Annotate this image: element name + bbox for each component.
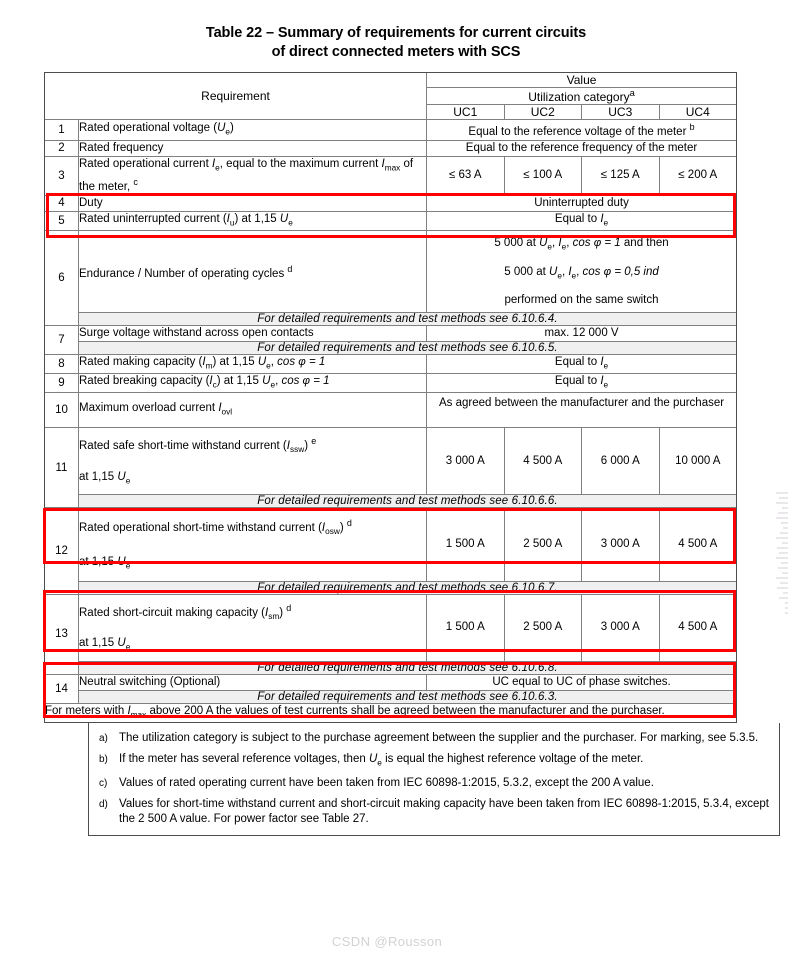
table-row — [45, 140, 737, 156]
table-row — [45, 354, 737, 373]
row-requirement: Rated short-circuit making capacity $(I_{sm})$ $^d$ at 1,15 $U_e$ — [79, 595, 427, 661]
footnote-a — [99, 731, 769, 746]
footnotes-block — [88, 723, 780, 836]
row-value-uc1: 3 000 A — [427, 428, 505, 494]
row-requirement: Neutral switching (Optional) — [79, 674, 427, 690]
row-value: UC equal to UC of phase switches. — [427, 674, 737, 690]
row-requirement-footnote-mark: d — [287, 263, 293, 274]
header-utilization-category-label: Utilization category — [528, 90, 630, 104]
row-value-uc3: 6 000 A — [582, 428, 660, 494]
row-requirement: Rated operational voltage $(U_e)$ — [79, 120, 427, 141]
row-value-uc2: 2 500 A — [504, 595, 582, 661]
row-requirement: Surge voltage withstand across open contacts — [79, 325, 427, 341]
note-text: For detailed requirements and test methods see 6.10.6.7. — [79, 582, 737, 595]
row-value-uc1: ≤ 63 A — [427, 156, 505, 195]
table-row — [45, 195, 737, 211]
row-requirement: Rated operational short-time withstand current $(I_{osw})$ $^d$ at 1,15 $U_e$ — [79, 507, 427, 581]
row-value-clip — [427, 393, 736, 427]
row-number: 1 — [45, 120, 79, 141]
row-number: 10 — [45, 393, 79, 428]
footnote-d-text: Values for short-time withstand current and short-circuit making capacity have been taken from IEC 60898-1:2015, 5.3.4, except the 2 500 A value. For power factor see Table 27. — [119, 798, 769, 826]
row-number: 2 — [45, 140, 79, 156]
row-requirement: Rated safe short-time withstand current $(I_{ssw})$ $^e$ at 1,15 $U_e$ — [79, 428, 427, 494]
row-value-uc1: 1 500 A — [427, 507, 505, 581]
header-utilization-category — [427, 88, 737, 105]
watermark: CSDN @Rousson — [331, 934, 443, 949]
header-value: Value — [427, 73, 737, 88]
footnote-b-mark: b) — [99, 754, 108, 765]
row-value-footnote-mark: b — [689, 122, 695, 132]
row-number: 12 — [45, 507, 79, 594]
requirements-table — [44, 72, 737, 723]
row-number: 7 — [45, 325, 79, 354]
table-header-row-value — [45, 73, 737, 88]
row-value — [427, 393, 737, 428]
table-row — [45, 428, 737, 494]
footnote-a-mark: a) — [99, 733, 108, 744]
row-requirement: Rated making capacity $(I_m)$ at 1,15 $U_e$, cos φ = 1 — [79, 354, 427, 373]
row-value: 5 000 at $U_e$, $I_e$, cos φ = 1 and then 5 000 at $U_e$, $I_e$, cos φ = 0,5 ind performed on the same switch — [427, 231, 737, 313]
row-value-uc4: 10 000 A — [659, 428, 737, 494]
row-requirement: Duty — [79, 195, 427, 211]
row-value-text: Equal to the reference voltage of the meter — [468, 125, 687, 138]
row-number: 13 — [45, 595, 79, 674]
row-number: 5 — [45, 211, 79, 230]
row-requirement: Rated breaking capacity $(I_c)$ at 1,15 $U_e$, cos φ = 1 — [79, 374, 427, 393]
footnote-d — [99, 797, 769, 827]
row-value: Uninterrupted duty — [427, 195, 737, 211]
footnote-d-mark: d) — [99, 799, 108, 811]
row-value: Equal to $I_e$ — [427, 211, 737, 230]
table-row — [45, 674, 737, 690]
row-number: 4 — [45, 195, 79, 211]
row-value-uc3: 3 000 A — [582, 507, 660, 581]
row-value: Equal to the reference frequency of the meter — [427, 140, 737, 156]
row-value-uc3: 3 000 A — [582, 595, 660, 661]
table-row — [45, 374, 737, 393]
footnote-c-mark: c) — [99, 778, 108, 790]
header-requirement: Requirement — [45, 73, 427, 120]
footnote-b-text: If the meter has several reference voltages, then $U_e$ is equal the highest reference voltage of the meter. — [119, 753, 644, 768]
note-text: For detailed requirements and test methods see 6.10.6.6. — [79, 494, 737, 507]
table-note-row — [45, 690, 737, 703]
row-value-text: As agreed between the manufacturer and the purchaser — [438, 397, 725, 410]
margin-scan-artifact — [762, 492, 788, 708]
header-uc1: UC1 — [427, 105, 505, 120]
header-uc2: UC2 — [504, 105, 582, 120]
row-requirement: Rated operational current $I_e$, equal to the maximum current $I_{max}$ of the meter, $^c$ — [79, 156, 427, 195]
note-text: For detailed requirements and test methods see 6.10.6.3. — [79, 690, 737, 703]
table-row — [45, 325, 737, 341]
table-row — [45, 156, 737, 195]
row-requirement: Maximum overload current $I_{ovl}$ — [79, 393, 427, 428]
table-note-row — [45, 582, 737, 595]
table-row — [45, 211, 737, 230]
row-value: Equal to $I_e$ — [427, 354, 737, 373]
row-value: Equal to $I_e$ — [427, 374, 737, 393]
table-row — [45, 231, 737, 313]
row-number: 11 — [45, 428, 79, 507]
header-uc4: UC4 — [659, 105, 737, 120]
footnote-c — [99, 776, 769, 791]
note-text: For detailed requirements and test methods see 6.10.6.5. — [79, 341, 737, 354]
table-bottom-note-row — [45, 703, 737, 722]
row-value-uc2: ≤ 100 A — [504, 156, 582, 195]
table-row — [45, 595, 737, 661]
note-text: For detailed requirements and test methods see 6.10.6.8. — [79, 661, 737, 674]
row-requirement — [79, 231, 427, 313]
table-22 — [44, 72, 769, 826]
row-value-uc3: ≤ 125 A — [582, 156, 660, 195]
page-title — [0, 24, 792, 62]
row-value-uc2: 2 500 A — [504, 507, 582, 581]
row-value-uc4: 4 500 A — [659, 595, 737, 661]
header-utilization-category-footnote-mark: a — [629, 88, 635, 98]
table-note-row — [45, 494, 737, 507]
row-requirement: Rated uninterrupted current $(I_u)$ at 1,15 $U_e$ — [79, 211, 427, 230]
row-value — [427, 120, 737, 141]
table-row — [45, 120, 737, 141]
title-line-1: Table 22 – Summary of requirements for current circuits — [205, 25, 587, 41]
row-number: 6 — [45, 231, 79, 326]
header-uc3: UC3 — [582, 105, 660, 120]
footnote-c-text: Values of rated operating current have been taken from IEC 60898-1:2015, 5.3.2, except the 200 A value. — [119, 777, 654, 790]
row-value-uc2: 4 500 A — [504, 428, 582, 494]
table-note-row — [45, 312, 737, 325]
row-number: 8 — [45, 354, 79, 373]
table-row — [45, 507, 737, 581]
row-value: max. 12 000 V — [427, 325, 737, 341]
row-requirement-label: Endurance / Number of operating cycles — [79, 267, 285, 280]
footnote-b — [99, 752, 769, 770]
row-value-uc4: 4 500 A — [659, 507, 737, 581]
note-text: For detailed requirements and test methods see 6.10.6.4. — [79, 312, 737, 325]
footnote-a-text: The utilization category is subject to the purchase agreement between the supplier and the purchaser. For marking, see 5.3.5. — [119, 732, 759, 744]
row-number: 14 — [45, 674, 79, 703]
row-value-uc1: 1 500 A — [427, 595, 505, 661]
row-requirement: Rated frequency — [79, 140, 427, 156]
title-line-2: of direct connected meters with SCS — [271, 44, 521, 60]
table-note-row — [45, 661, 737, 674]
row-number: 9 — [45, 374, 79, 393]
row-value-uc4: ≤ 200 A — [659, 156, 737, 195]
row-number: 3 — [45, 156, 79, 195]
table-row — [45, 393, 737, 428]
table-note-row — [45, 341, 737, 354]
table-bottom-note: For meters with $I_{max}$ above 200 A the values of test currents shall be agreed between the manufacturer and the purchaser. — [45, 703, 737, 722]
